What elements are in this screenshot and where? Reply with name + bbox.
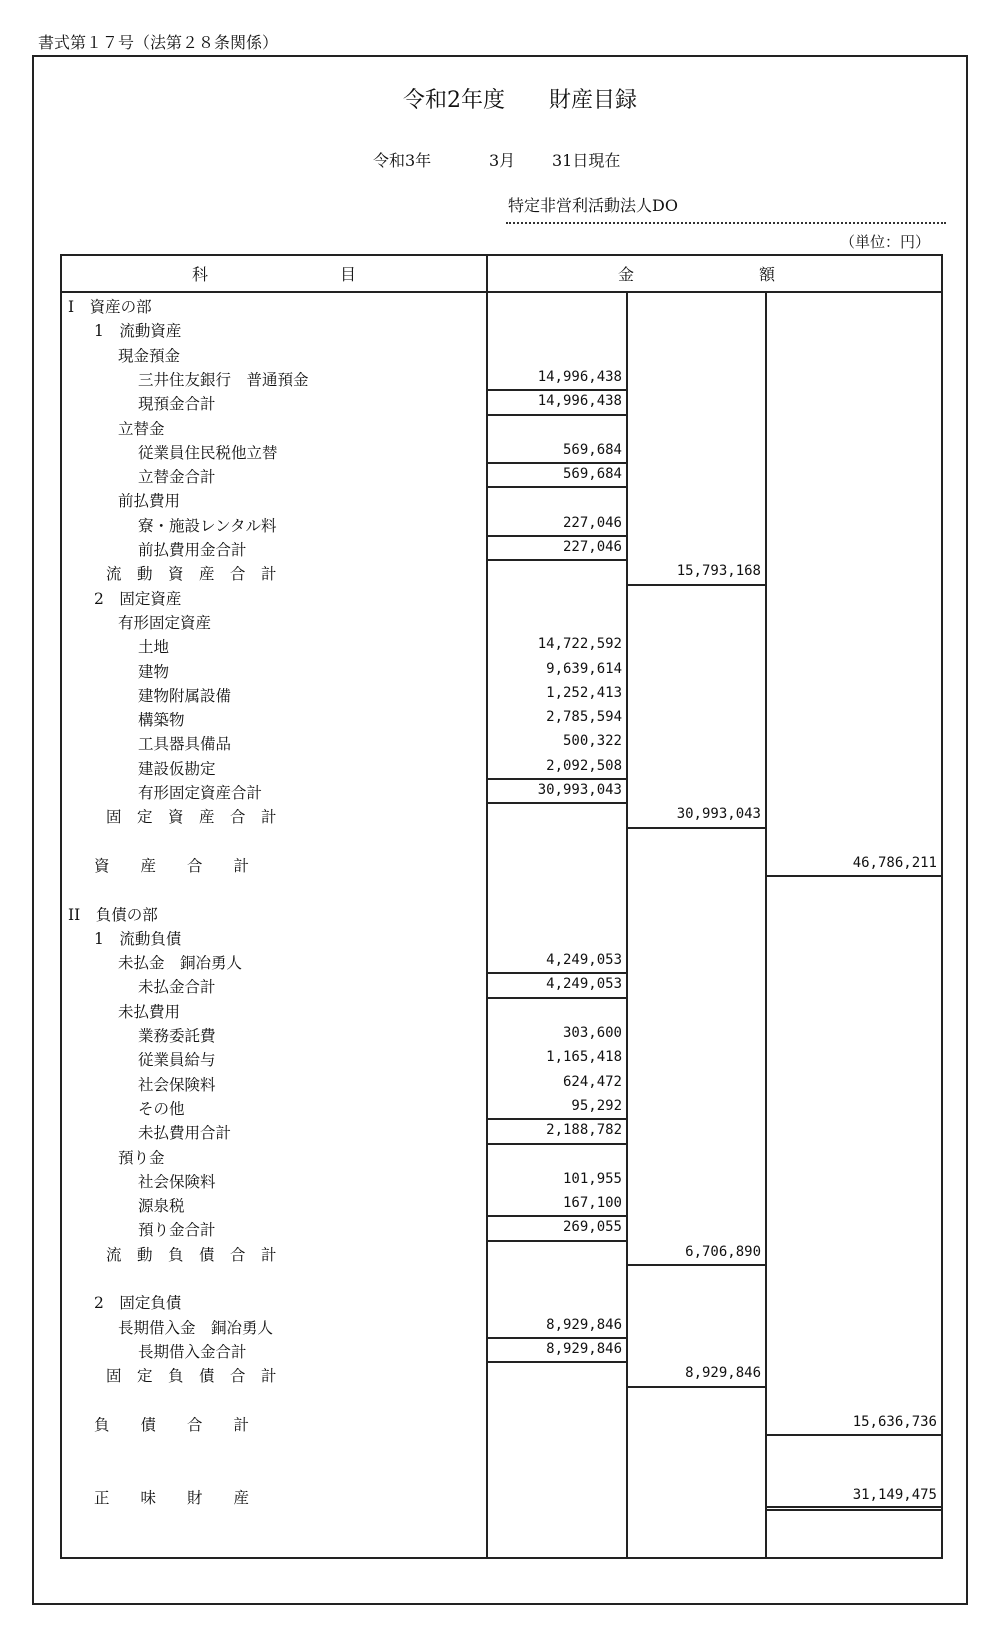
amount-value: 101,955 <box>562 1170 622 1187</box>
table-row <box>62 1313 941 1338</box>
header-subject-a: 科 <box>192 265 209 284</box>
subtotal-rule <box>486 535 626 537</box>
table-row <box>62 462 941 487</box>
table-row <box>62 1215 941 1240</box>
subtotal-rule <box>486 972 626 974</box>
row-label: 建設仮勘定 <box>138 759 216 778</box>
amount-value: 6,706,890 <box>685 1243 761 1260</box>
amount-value: 569,684 <box>562 466 622 483</box>
amount-value: 15,793,168 <box>676 563 761 580</box>
amount-value: 500,322 <box>562 733 622 750</box>
row-label: その他 <box>138 1099 185 1118</box>
amount-value: 9,639,614 <box>546 660 622 677</box>
row-label: 長期借入金 銅冶勇人 <box>118 1318 274 1337</box>
subtotal-rule <box>486 1337 626 1339</box>
table-row <box>62 1434 941 1459</box>
row-label: 有形固定資産 <box>118 613 212 632</box>
table-row <box>62 1483 941 1508</box>
table-row <box>62 559 941 584</box>
row-label: 負 債 合 計 <box>94 1415 250 1434</box>
subtotal-rule <box>486 389 626 391</box>
table-row <box>62 1240 941 1265</box>
amount-value: 95,292 <box>571 1097 622 1114</box>
row-label: 資 産 合 計 <box>94 856 250 875</box>
row-label: 1 流動負債 <box>94 929 182 948</box>
row-label: 従業員住民税他立替 <box>138 443 278 462</box>
row-label: 1 流動資産 <box>94 322 182 341</box>
amount-value: 569,684 <box>562 441 622 458</box>
amount-value: 30,993,043 <box>676 806 761 823</box>
amount-value: 2,188,782 <box>546 1122 622 1139</box>
date-era: 令和3年 <box>373 151 432 170</box>
subtotal-rule <box>486 1143 626 1145</box>
table-row <box>62 948 941 973</box>
amount-value: 2,092,508 <box>546 757 622 774</box>
table-row <box>62 389 941 414</box>
row-label: 前払費用 <box>118 492 181 511</box>
amount-value: 14,722,592 <box>537 636 622 653</box>
subtotal-rule <box>626 1264 765 1266</box>
amount-value: 1,165,418 <box>546 1049 622 1066</box>
table-row <box>62 438 941 463</box>
subtotal-rule <box>486 414 626 416</box>
row-label: 預り金合計 <box>138 1221 216 1240</box>
date-day: 31日現在 <box>552 151 621 170</box>
amount-value: 167,100 <box>562 1195 622 1212</box>
header-subject-b: 目 <box>340 265 357 284</box>
row-label: II 負債の部 <box>68 905 158 924</box>
table-row <box>62 705 941 730</box>
subtotal-rule <box>486 462 626 464</box>
row-label: 未払金合計 <box>138 978 216 997</box>
table-row <box>62 1045 941 1070</box>
subtotal-rule <box>486 1240 626 1242</box>
amount-value: 624,472 <box>562 1073 622 1090</box>
subtotal-rule <box>486 778 626 780</box>
table-row <box>62 657 941 682</box>
table-row <box>62 900 941 925</box>
amount-value: 227,046 <box>562 514 622 531</box>
row-label: 流 動 負 債 合 計 <box>106 1245 277 1264</box>
row-label: 従業員給与 <box>138 1051 216 1070</box>
property-inventory-table <box>60 254 943 1559</box>
row-label: 構築物 <box>138 711 185 730</box>
row-label: 業務委託費 <box>138 1027 216 1045</box>
subtotal-rule <box>765 875 941 877</box>
document-title: 令和2年度 財産目録 <box>403 88 637 113</box>
row-label: 流 動 資 産 合 計 <box>106 565 277 584</box>
table-row <box>62 414 941 439</box>
row-label: 未払金 銅冶勇人 <box>118 954 243 973</box>
organization-name: 特定非営利活動法人DO <box>508 196 678 215</box>
table-row <box>62 1288 941 1313</box>
row-label: 固 定 資 産 合 計 <box>106 808 277 827</box>
table-row <box>62 1361 941 1386</box>
amount-value: 30,993,043 <box>537 782 622 798</box>
table-row <box>62 341 941 366</box>
form-number: 書式第１７号（法第２８条関係） <box>38 33 279 52</box>
table-row <box>62 729 941 754</box>
table-row <box>62 778 941 803</box>
row-label: 源泉税 <box>138 1197 185 1216</box>
total-double-rule <box>765 1506 941 1508</box>
table-row <box>62 997 941 1022</box>
amount-value: 2,785,594 <box>546 709 622 726</box>
table-row <box>62 681 941 706</box>
row-label: 立替金合計 <box>138 468 216 487</box>
row-label: 現預金合計 <box>138 395 216 414</box>
table-row <box>62 535 941 560</box>
table-row <box>62 486 941 511</box>
table-row <box>62 1191 941 1216</box>
amount-value: 269,055 <box>562 1219 622 1236</box>
amount-value: 227,046 <box>562 539 622 555</box>
table-row <box>62 632 941 657</box>
subtotal-rule <box>486 486 626 488</box>
table-row <box>62 1143 941 1168</box>
amount-value: 14,996,438 <box>537 393 622 410</box>
row-label: 2 固定負債 <box>94 1294 182 1313</box>
row-label: 長期借入金合計 <box>138 1342 247 1361</box>
table-row <box>62 1167 941 1192</box>
subtotal-rule <box>626 827 765 829</box>
row-label: 社会保険料 <box>138 1172 216 1191</box>
table-row <box>62 1021 941 1046</box>
table-row <box>62 1094 941 1119</box>
table-row <box>62 1337 941 1362</box>
row-label: I 資産の部 <box>68 298 152 316</box>
row-label: 正 味 財 産 <box>94 1488 250 1507</box>
subtotal-rule <box>486 997 626 999</box>
table-row <box>62 584 941 609</box>
row-label: 固 定 負 債 合 計 <box>106 1367 277 1386</box>
table-row <box>62 1264 941 1289</box>
row-label: 未払費用合計 <box>138 1124 232 1143</box>
row-label: 建物附属設備 <box>138 686 232 705</box>
table-row <box>62 1458 941 1483</box>
subtotal-rule <box>626 584 765 586</box>
amount-value: 8,929,846 <box>546 1316 622 1333</box>
table-row <box>62 1118 941 1143</box>
row-label: 2 固定資産 <box>94 589 182 608</box>
row-label: 工具器具備品 <box>138 735 232 754</box>
total-double-rule <box>765 1509 941 1511</box>
row-label: 土地 <box>138 638 170 657</box>
amount-value: 46,786,211 <box>852 854 937 871</box>
organization-underline <box>506 222 946 224</box>
header-amount-a: 金 <box>618 265 635 284</box>
subtotal-rule <box>486 1118 626 1120</box>
row-label: 現金預金 <box>118 346 181 365</box>
table-row <box>62 802 941 827</box>
row-label: 建物 <box>138 662 170 681</box>
amount-value: 303,600 <box>562 1025 622 1041</box>
row-label: 寮・施設レンタル料 <box>138 516 277 535</box>
table-row <box>62 827 941 852</box>
table-row <box>62 1386 941 1411</box>
amount-value: 15,636,736 <box>852 1413 937 1430</box>
table-row <box>62 972 941 997</box>
row-label: 社会保険料 <box>138 1075 216 1094</box>
amount-value: 14,996,438 <box>537 368 622 385</box>
table-row <box>62 365 941 390</box>
row-label: 未払費用 <box>118 1002 181 1021</box>
table-row <box>62 1410 941 1435</box>
subtotal-rule <box>486 559 626 561</box>
amount-value: 8,929,846 <box>546 1340 622 1357</box>
row-label: 三井住友銀行 普通預金 <box>138 370 309 389</box>
amount-value: 1,252,413 <box>546 684 622 701</box>
amount-value: 31,149,475 <box>852 1486 937 1503</box>
subtotal-rule <box>626 1386 765 1388</box>
subtotal-rule <box>486 1361 626 1363</box>
row-label: 預り金 <box>118 1148 165 1167</box>
table-row <box>62 292 941 317</box>
subtotal-rule <box>486 1215 626 1217</box>
amount-value: 8,929,846 <box>685 1365 761 1382</box>
amount-value: 4,249,053 <box>546 976 622 993</box>
row-label: 有形固定資産合計 <box>138 784 263 802</box>
table-row <box>62 851 941 876</box>
table-row <box>62 754 941 779</box>
header-amount-b: 額 <box>759 265 776 284</box>
subtotal-rule <box>765 1434 941 1436</box>
table-row <box>62 511 941 536</box>
subtotal-rule <box>486 802 626 804</box>
date-month: 3月 <box>489 151 516 170</box>
table-row <box>62 608 941 633</box>
row-label: 立替金 <box>118 419 165 438</box>
unit-label: （単位：円） <box>840 233 931 251</box>
table-row <box>62 924 941 949</box>
table-row <box>62 875 941 900</box>
table-row <box>62 1070 941 1095</box>
row-label: 前払費用金合計 <box>138 541 247 559</box>
amount-value: 4,249,053 <box>546 952 622 969</box>
table-row <box>62 316 941 341</box>
